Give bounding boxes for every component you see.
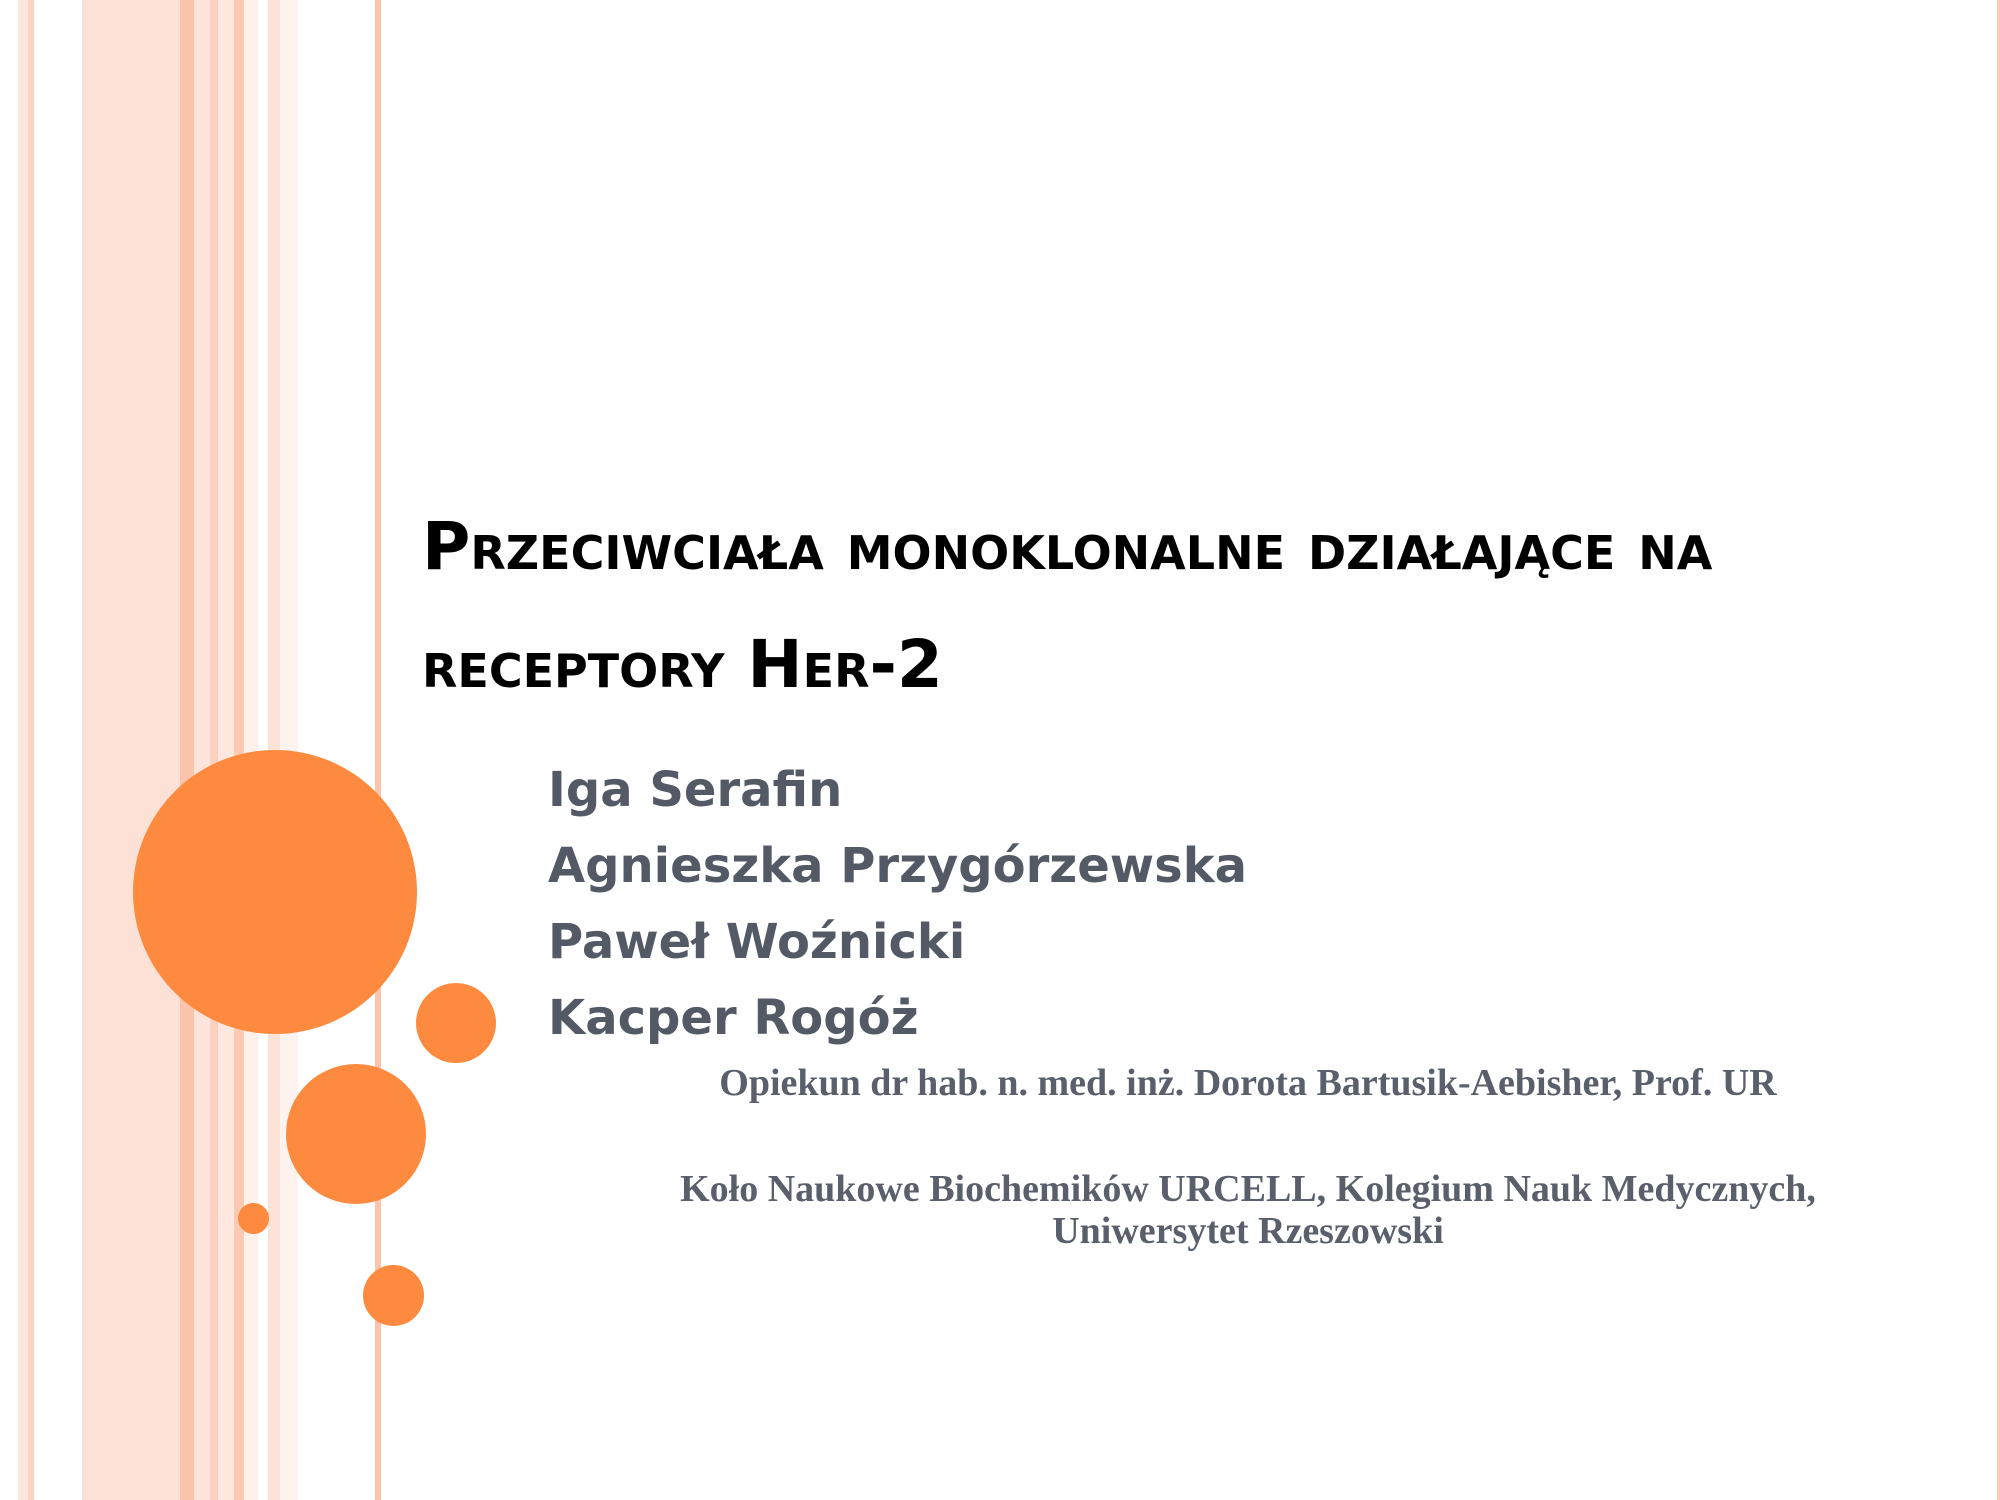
supervisor-line: Opiekun dr hab. n. med. inż. Dorota Bartusik-Aebisher, Prof. UR — [719, 1062, 1777, 1104]
small-circle — [363, 1265, 424, 1326]
author-name: Iga Serafin — [548, 762, 843, 818]
author-list — [548, 752, 1247, 1056]
small-circle — [238, 1203, 269, 1234]
author-name: Paweł Woźnicki — [548, 914, 966, 970]
stripe — [28, 0, 34, 1500]
affiliation-line: Koło Naukowe Biochemików URCELL, Kolegium Nauk Medycznych, — [680, 1168, 1816, 1210]
slide-title: Przeciwciała monoklonalne działające na receptory Her-2 — [422, 508, 1713, 703]
affiliation-line: Uniwersytet Rzeszowski — [1052, 1210, 1444, 1252]
affiliation — [548, 1168, 1948, 1252]
stripe — [244, 0, 258, 1500]
medium-circle — [416, 983, 496, 1063]
stripe — [234, 0, 244, 1500]
stripe — [180, 0, 194, 1500]
large-circle — [133, 750, 417, 1034]
stripe — [194, 0, 210, 1500]
medium-circle — [286, 1064, 426, 1204]
author-name: Kacper Rogóż — [548, 990, 919, 1046]
stripe — [18, 0, 28, 1500]
stripe — [218, 0, 234, 1500]
author-name: Agnieszka Przygórzewska — [548, 838, 1248, 894]
stripe — [82, 0, 180, 1500]
stripe — [210, 0, 218, 1500]
